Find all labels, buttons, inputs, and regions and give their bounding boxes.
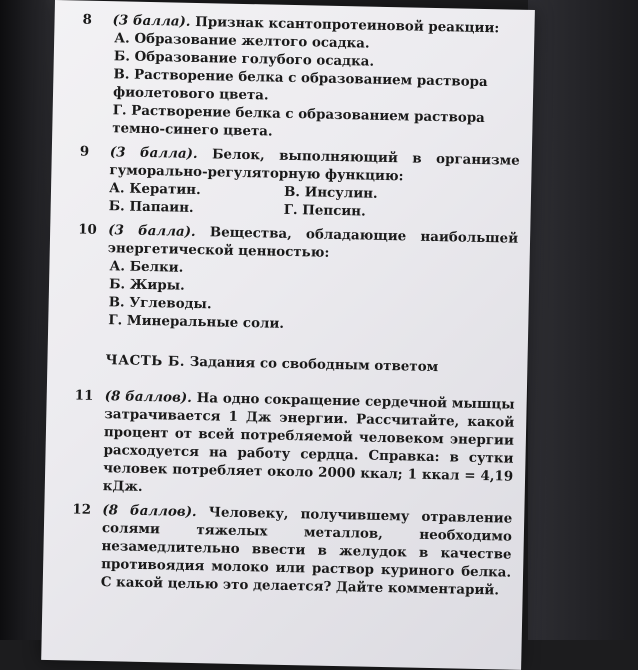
question-points: (3 балла). xyxy=(108,222,196,240)
options-grid xyxy=(109,179,520,224)
question-text: Белок, выполняющий в организме гуморально-регуляторную функцию: xyxy=(109,146,520,185)
task-points: (8 баллов). xyxy=(104,388,193,406)
question-text: Признак ксантопротеиновой реакции: xyxy=(195,13,500,37)
task-points: (8 баллов). xyxy=(102,502,197,521)
question-number: 9 xyxy=(79,143,90,160)
paper-sheet xyxy=(41,0,535,670)
task-number: 12 xyxy=(72,501,92,518)
question-points: (3 балла). xyxy=(109,144,198,163)
task-12 xyxy=(71,500,513,599)
option-d: Г. Минеральные соли. xyxy=(108,312,285,332)
task-11 xyxy=(73,387,515,504)
question-number: 8 xyxy=(82,11,93,28)
option-a: А. Белки. xyxy=(109,258,184,276)
page-content xyxy=(71,11,523,606)
background-right xyxy=(528,0,638,640)
task-number: 11 xyxy=(74,387,94,404)
option-b: Б. Жиры. xyxy=(108,276,185,294)
part-label: ЧАСТЬ Б. xyxy=(105,352,186,370)
task-text: Человеку, получившему отравление солями тяжелых металлов, необходимо незамедлительно ввести в желудок в качестве противоядия молоко или раствор куриного белка. С какой целью это делается? Дайте комментарий. xyxy=(100,504,513,599)
option-c: В. Углеводы. xyxy=(108,294,212,313)
option-c: В. Инсулин. xyxy=(283,183,378,202)
question-9 xyxy=(79,143,520,224)
question-number: 10 xyxy=(78,221,98,238)
option-a: А. Кератин. xyxy=(108,180,201,199)
option-b: Б. Папаин. xyxy=(108,198,194,216)
question-points: (3 балла). xyxy=(112,12,191,30)
task-text: На одно сокращение сердечной мышцы затрачивается 1 Дж энергии. Рассчитайте, какой процент от всей потребляемой человеком энергии расходуется на работу сердца. Справка: в сутки человек потребляет около 2000 ккал; 1 ккал = 4,19 кДж. xyxy=(102,390,515,495)
part-heading xyxy=(105,351,515,378)
option-a: А. Образование желтого осадка. xyxy=(114,30,370,52)
question-8 xyxy=(80,11,523,146)
question-text: Вещества, обладающие наибольшей энергетической ценностью: xyxy=(107,224,519,261)
option-d: Г. Пепсин. xyxy=(283,201,366,220)
part-title: Задания со свободным ответом xyxy=(189,353,439,376)
option-c: В. Растворение белка с образованием раствора фиолетового цвета. xyxy=(112,66,488,104)
question-10 xyxy=(76,221,518,338)
option-d: Г. Растворение белка с образованием раствора темно-синего цвета. xyxy=(112,102,485,140)
option-b: Б. Образование голубого осадка. xyxy=(113,48,375,70)
